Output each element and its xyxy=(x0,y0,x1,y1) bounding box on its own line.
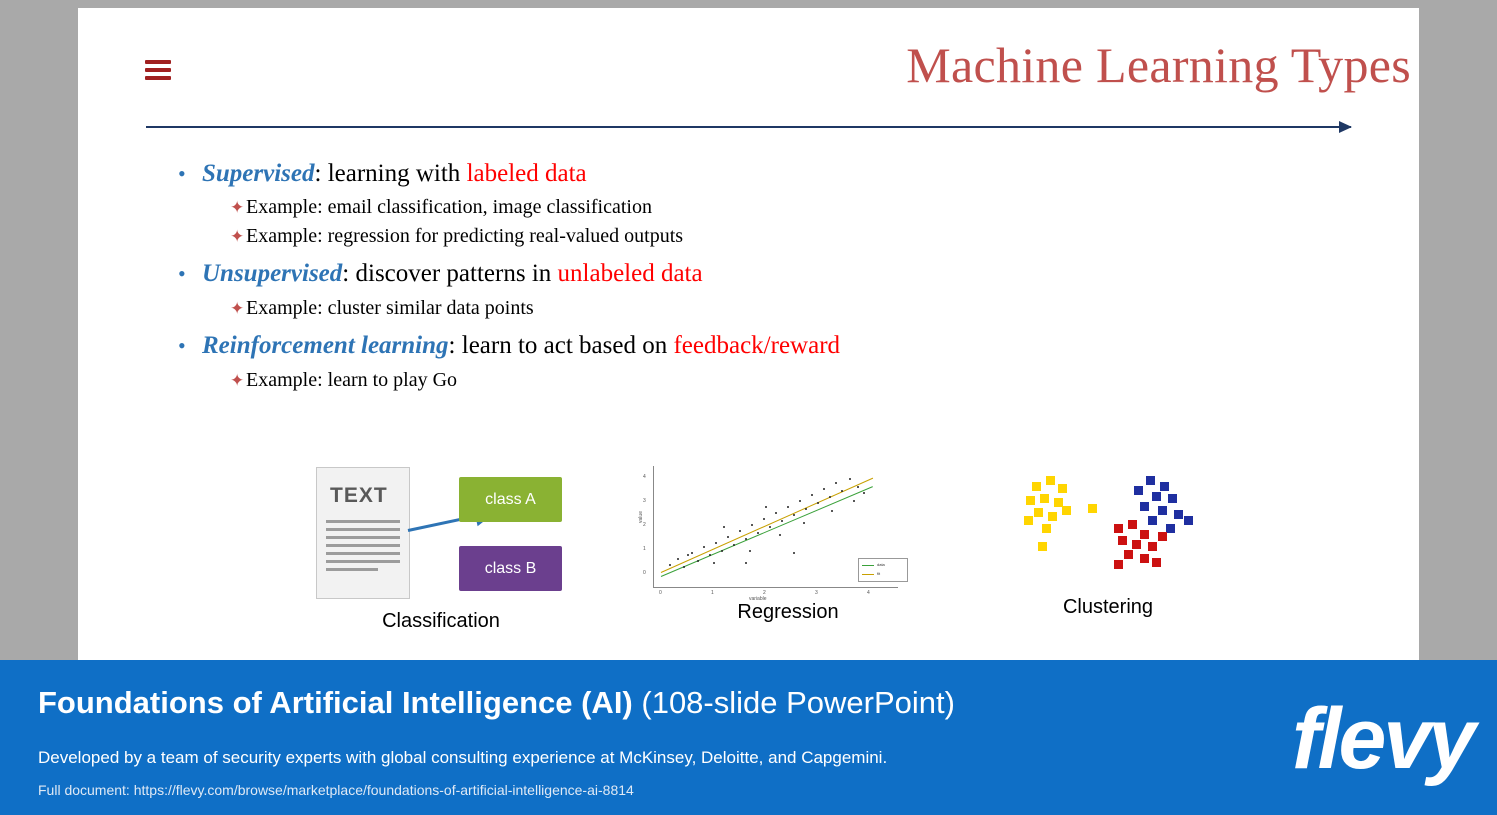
clustering-plot xyxy=(1018,472,1198,592)
regression-point xyxy=(863,492,865,494)
bullet-group xyxy=(178,156,1328,250)
class-b-box: class B xyxy=(459,546,562,591)
regression-x-label: variable xyxy=(749,596,767,602)
cluster-point-blue xyxy=(1168,494,1177,503)
regression-x-axis xyxy=(653,587,898,588)
document-text-label: TEXT xyxy=(330,484,388,507)
legend-label: fit xyxy=(877,571,881,576)
cluster-point-red xyxy=(1124,550,1133,559)
promo-link-prefix: Full document: xyxy=(38,782,134,798)
sub-bullet-item xyxy=(230,367,1328,395)
figure-row xyxy=(78,448,1419,658)
promo-title-light: (108-slide PowerPoint) xyxy=(632,685,955,720)
cluster-point-red xyxy=(1148,542,1157,551)
regression-point xyxy=(811,494,813,496)
cluster-point-yellow xyxy=(1088,504,1097,513)
regression-point xyxy=(799,500,801,502)
bullet-group xyxy=(178,256,1328,322)
legend-swatch xyxy=(862,565,874,566)
bullet-highlight: unlabeled data xyxy=(557,260,703,288)
regression-point xyxy=(677,558,679,560)
regression-point xyxy=(765,506,767,508)
cluster-point-blue xyxy=(1148,516,1157,525)
regression-x-tick: 2 xyxy=(763,590,766,596)
regression-plot xyxy=(637,466,908,606)
regression-point xyxy=(829,496,831,498)
cluster-point-red xyxy=(1132,540,1141,549)
bullet-item xyxy=(178,328,1328,364)
sub-bullet-marker: ✦ xyxy=(230,370,245,390)
regression-point xyxy=(857,486,859,488)
regression-x-tick: 3 xyxy=(815,590,818,596)
regression-point xyxy=(793,514,795,516)
document-line xyxy=(326,544,400,547)
regression-y-tick: 3 xyxy=(643,498,646,504)
sub-bullet-item xyxy=(230,295,1328,323)
classification-caption: Classification xyxy=(382,610,500,632)
cluster-point-blue xyxy=(1160,482,1169,491)
cluster-point-yellow xyxy=(1048,512,1057,521)
cluster-point-yellow xyxy=(1062,506,1071,515)
regression-legend xyxy=(858,558,908,582)
regression-point xyxy=(805,508,807,510)
cluster-point-red xyxy=(1114,524,1123,533)
bullet-keyword: Unsupervised xyxy=(202,260,343,288)
sub-bullet-text: Example: email classification, image classification xyxy=(246,196,652,219)
cluster-point-blue xyxy=(1158,506,1167,515)
cluster-point-yellow xyxy=(1038,542,1047,551)
regression-data-line xyxy=(661,486,873,577)
promo-link-row xyxy=(38,782,634,798)
regression-point xyxy=(757,532,759,534)
bullet-marker: • xyxy=(178,333,186,359)
document-line xyxy=(326,552,400,555)
cluster-point-yellow xyxy=(1026,496,1035,505)
legend-label: data xyxy=(877,562,885,567)
cluster-point-yellow xyxy=(1046,476,1055,485)
regression-point xyxy=(733,544,735,546)
regression-point xyxy=(683,566,685,568)
sub-bullet-marker: ✦ xyxy=(230,198,245,218)
bullet-text: : learning with xyxy=(314,160,467,187)
regression-point xyxy=(669,564,671,566)
flevy-logo: flevy xyxy=(1291,691,1473,787)
sub-bullet-text: Example: regression for predicting real-valued outputs xyxy=(246,224,684,247)
cluster-point-blue xyxy=(1174,510,1183,519)
regression-point xyxy=(697,560,699,562)
bullet-marker: • xyxy=(178,161,186,186)
hamburger-bar xyxy=(145,60,171,64)
regression-point xyxy=(849,478,851,480)
sub-bullet-item xyxy=(230,223,1328,251)
regression-point xyxy=(745,538,747,540)
regression-point xyxy=(723,526,725,528)
regression-point xyxy=(775,512,777,514)
cluster-point-blue xyxy=(1140,502,1149,511)
promo-link[interactable]: https://flevy.com/browse/marketplace/foundations-of-artificial-intelligence-ai-8814 xyxy=(133,782,634,798)
legend-swatch xyxy=(862,574,874,575)
promo-title xyxy=(38,685,955,721)
regression-point xyxy=(779,534,781,536)
regression-caption: Regression xyxy=(737,601,839,623)
regression-x-tick: 4 xyxy=(867,590,870,596)
regression-point xyxy=(687,554,689,556)
bullet-group xyxy=(178,328,1328,394)
clustering-caption: Clustering xyxy=(1062,596,1154,618)
promo-subtitle: Developed by a team of security experts with global consulting experience at McKinsey, Deloitte, and Capgemini. xyxy=(38,748,888,767)
cluster-point-blue xyxy=(1166,524,1175,533)
regression-point xyxy=(739,530,741,532)
title-divider xyxy=(146,126,1351,128)
cluster-point-blue xyxy=(1152,492,1161,501)
slide-canvas xyxy=(78,8,1419,660)
bullet-marker: • xyxy=(178,261,186,287)
regression-point xyxy=(841,490,843,492)
document-lines xyxy=(326,520,400,576)
cluster-point-yellow xyxy=(1042,524,1051,533)
bullet-keyword: Reinforcement learning xyxy=(202,332,449,360)
bullet-highlight: labeled data xyxy=(466,160,587,187)
regression-point xyxy=(769,526,771,528)
regression-x-tick: 1 xyxy=(711,590,714,596)
regression-y-tick: 1 xyxy=(643,546,646,552)
bullet-item xyxy=(178,156,1328,192)
regression-point xyxy=(817,502,819,504)
sub-bullet-marker: ✦ xyxy=(230,298,245,318)
regression-point xyxy=(787,506,789,508)
cluster-point-red xyxy=(1140,530,1149,539)
regression-y-tick: 4 xyxy=(643,474,646,480)
bullet-highlight: feedback/reward xyxy=(673,332,841,360)
regression-point xyxy=(823,488,825,490)
regression-x-tick: 0 xyxy=(659,590,662,596)
cluster-point-yellow xyxy=(1034,508,1043,517)
cluster-point-yellow xyxy=(1040,494,1049,503)
promo-title-bold: Foundations of Artificial Intelligence (AI) xyxy=(38,685,633,720)
regression-point xyxy=(803,522,805,524)
regression-point xyxy=(853,500,855,502)
bullet-text: : discover patterns in xyxy=(342,260,558,288)
regression-y-axis xyxy=(653,466,654,588)
regression-point xyxy=(703,546,705,548)
class-a-box: class A xyxy=(459,477,562,522)
regression-y-tick: 2 xyxy=(643,522,646,528)
hamburger-bar xyxy=(145,76,171,80)
regression-point xyxy=(793,552,795,554)
regression-point xyxy=(751,524,753,526)
regression-point xyxy=(691,552,693,554)
sub-bullet-text: Example: learn to play Go xyxy=(246,368,458,391)
document-line xyxy=(326,560,400,563)
regression-point xyxy=(721,550,723,552)
hamburger-bar xyxy=(145,68,171,72)
regression-point xyxy=(763,518,765,520)
regression-y-tick: 0 xyxy=(643,570,646,576)
cluster-point-blue xyxy=(1146,476,1155,485)
cluster-point-red xyxy=(1114,560,1123,569)
document-line xyxy=(326,568,378,571)
regression-point xyxy=(713,562,715,564)
bullet-keyword: Supervised xyxy=(202,160,315,187)
sub-bullet-marker: ✦ xyxy=(230,226,245,246)
page-title: Machine Learning Types xyxy=(906,37,1411,93)
regression-point xyxy=(835,482,837,484)
cluster-point-blue xyxy=(1184,516,1193,525)
cluster-point-blue xyxy=(1134,486,1143,495)
promo-banner xyxy=(0,660,1497,815)
cluster-point-red xyxy=(1152,558,1161,567)
regression-point xyxy=(715,542,717,544)
regression-point xyxy=(709,554,711,556)
sub-bullet-item xyxy=(230,194,1328,222)
regression-point xyxy=(727,536,729,538)
regression-y-label: value xyxy=(637,511,644,523)
bullet-item xyxy=(178,256,1328,292)
cluster-point-red xyxy=(1158,532,1167,541)
cluster-point-red xyxy=(1140,554,1149,563)
document-line xyxy=(326,536,400,539)
cluster-point-yellow xyxy=(1032,482,1041,491)
regression-point xyxy=(831,510,833,512)
document-line xyxy=(326,520,400,523)
document-line xyxy=(326,528,400,531)
cluster-point-red xyxy=(1128,520,1137,529)
hamburger-icon xyxy=(145,60,171,84)
cluster-point-yellow xyxy=(1058,484,1067,493)
regression-point xyxy=(781,520,783,522)
sub-bullet-text: Example: cluster similar data points xyxy=(246,296,534,319)
bullet-list xyxy=(178,156,1328,400)
cluster-point-yellow xyxy=(1024,516,1033,525)
regression-point xyxy=(745,562,747,564)
bullet-text: : learn to act based on xyxy=(448,332,674,360)
regression-point xyxy=(749,550,751,552)
cluster-point-red xyxy=(1118,536,1127,545)
